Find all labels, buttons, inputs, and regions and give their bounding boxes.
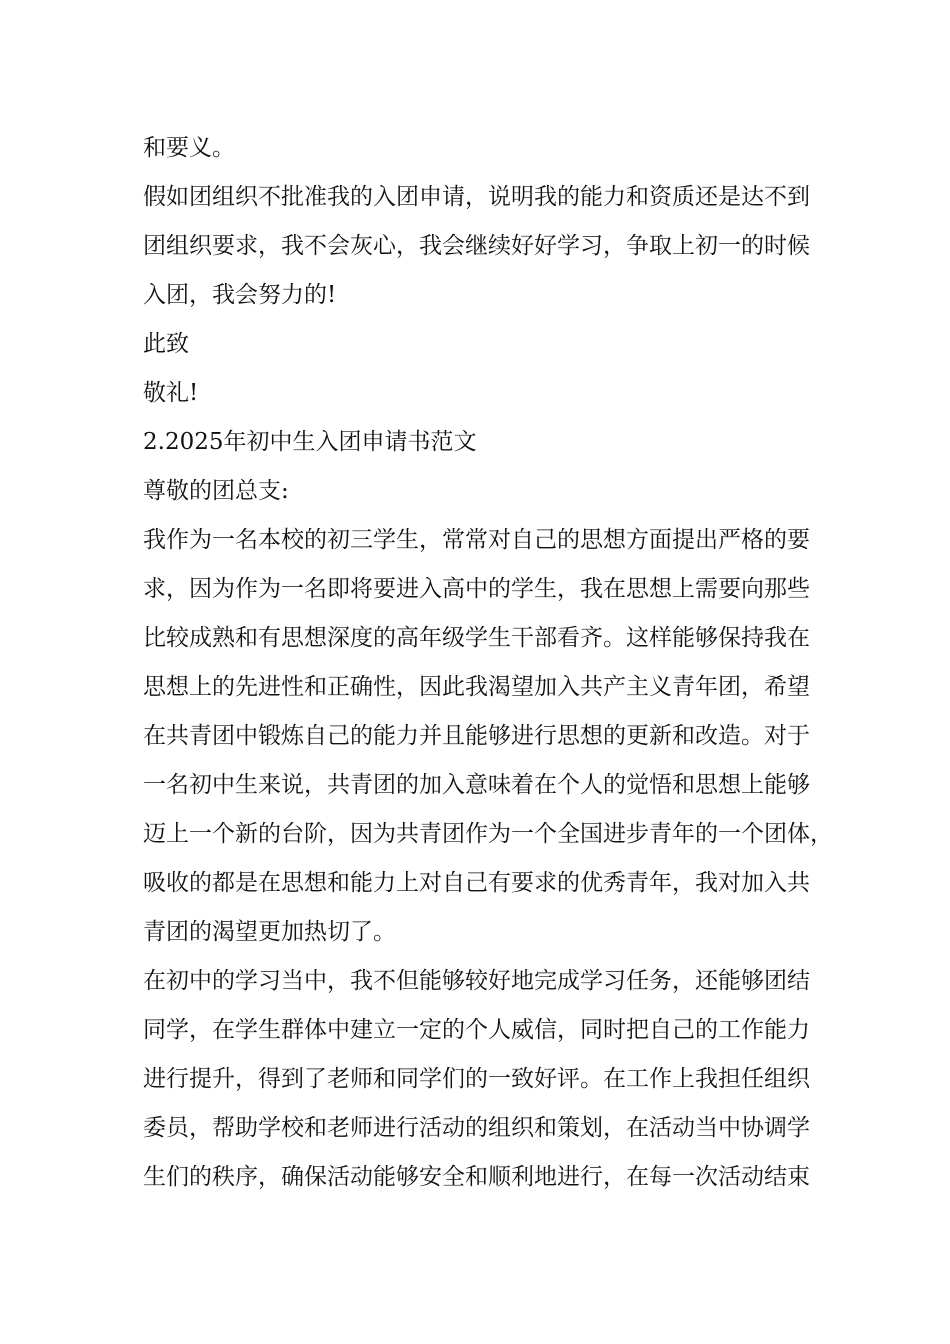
salutation-line: 尊敬的团总支:	[143, 478, 289, 504]
text-line: 生们的秩序，确保活动能够安全和顺利地进行，在每一次活动结束	[143, 1164, 810, 1190]
text-line: 我作为一名本校的初三学生，常常对自己的思想方面提出严格的要	[143, 527, 810, 553]
text-line: 求，因为作为一名即将要进入高中的学生，我在思想上需要向那些	[143, 576, 810, 602]
text-line: 在初中的学习当中，我不但能够较好地完成学习任务，还能够团结	[143, 968, 810, 994]
text-line: 一名初中生来说，共青团的加入意味着在个人的觉悟和思想上能够	[143, 772, 810, 798]
text-line: 委员，帮助学校和老师进行活动的组织和策划，在活动当中协调学	[143, 1115, 810, 1141]
text-line: 和要义。	[143, 135, 235, 161]
document-body	[143, 124, 833, 1202]
text-line: 迈上一个新的台阶，因为共青团作为一个全国进步青年的一个团体，	[143, 821, 833, 847]
text-line: 团组织要求，我不会灰心，我会继续好好学习，争取上初一的时候	[143, 233, 810, 259]
text-line: 进行提升，得到了老师和同学们的一致好评。在工作上我担任组织	[143, 1066, 810, 1092]
text-line: 假如团组织不批准我的入团申请，说明我的能力和资质还是达不到	[143, 184, 810, 210]
text-line: 比较成熟和有思想深度的高年级学生干部看齐。这样能够保持我在	[143, 625, 810, 651]
text-line: 青团的渴望更加热切了。	[143, 919, 396, 945]
text-line: 入团，我会努力的!	[143, 282, 337, 308]
text-line: 在共青团中锻炼自己的能力并且能够进行思想的更新和改造。对于	[143, 723, 810, 749]
closing-line: 此致	[143, 331, 189, 357]
text-line: 吸收的都是在思想和能力上对自己有要求的优秀青年，我对加入共	[143, 870, 810, 896]
text-line: 思想上的先进性和正确性，因此我渴望加入共产主义青年团，希望	[143, 674, 810, 700]
section-heading: 2.2025年初中生入团申请书范文	[143, 429, 477, 455]
text-line: 同学，在学生群体中建立一定的个人威信，同时把自己的工作能力	[143, 1017, 810, 1043]
closing-line: 敬礼!	[143, 380, 199, 406]
